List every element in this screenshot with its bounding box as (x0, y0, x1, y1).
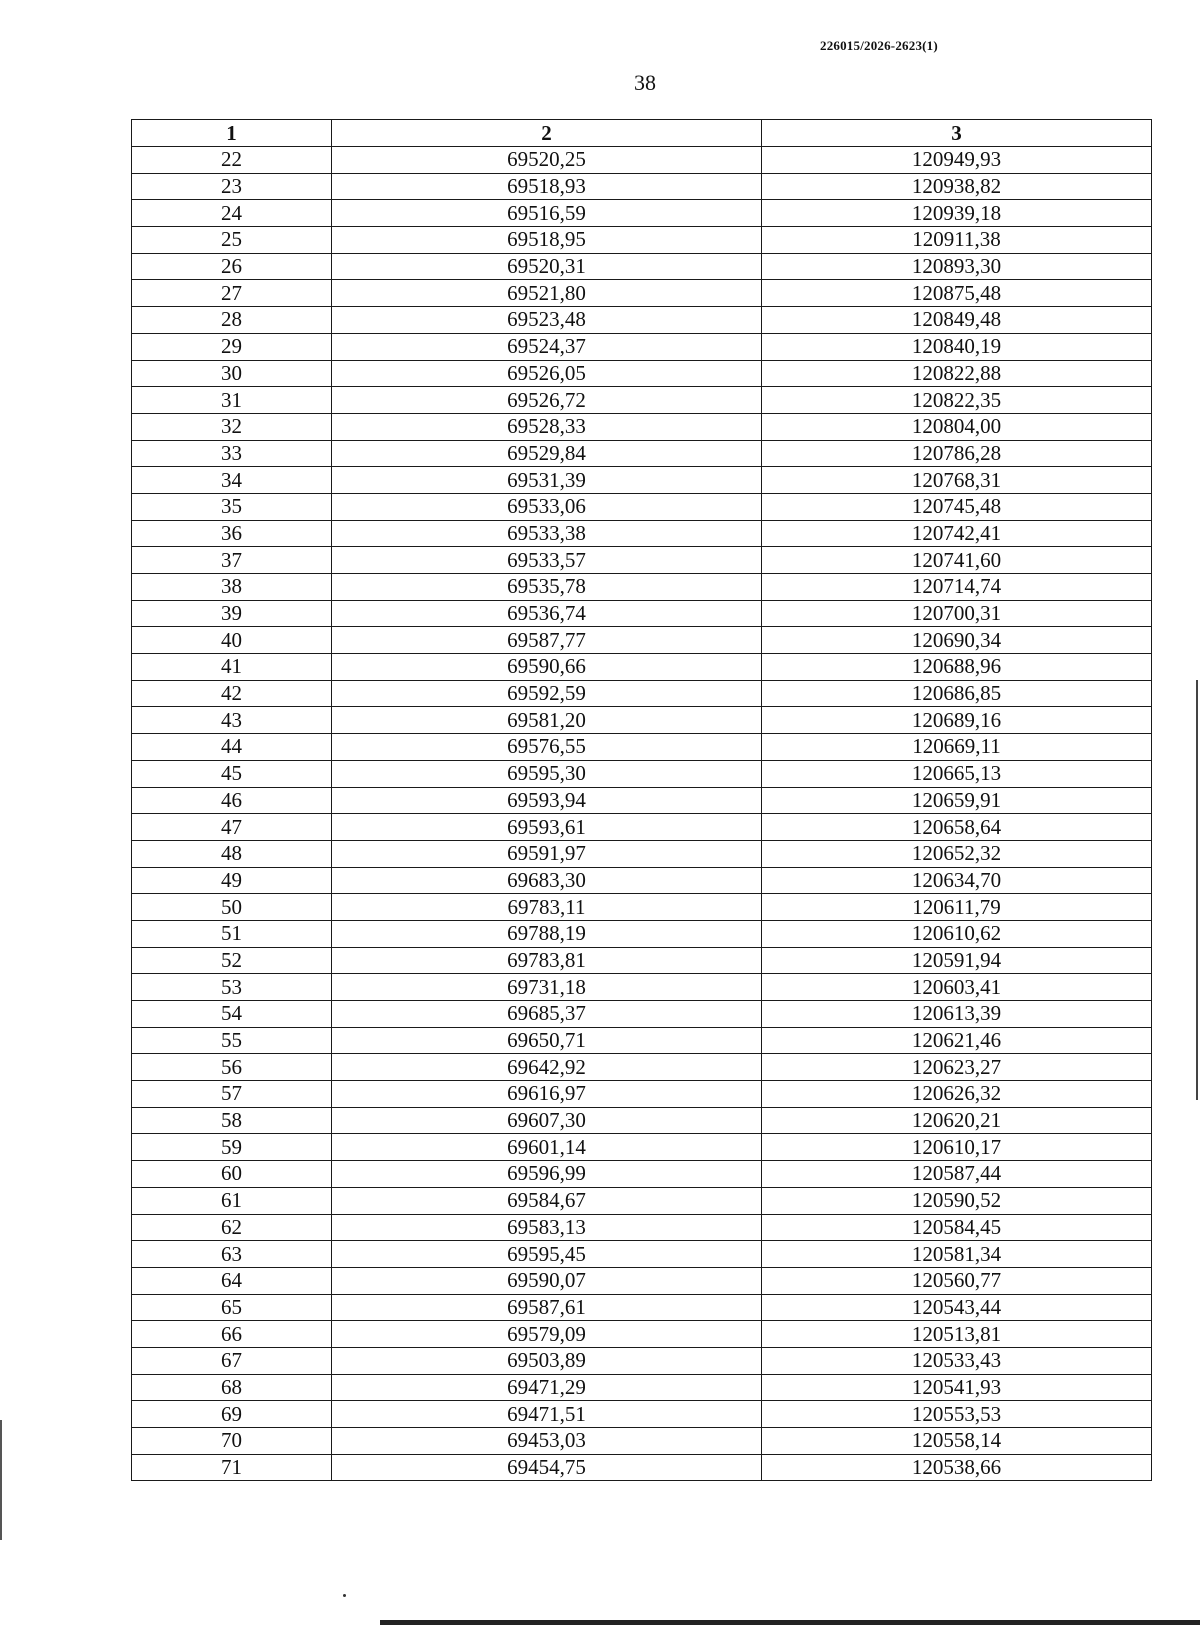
row-number-cell: 24 (132, 200, 332, 227)
x-coordinate-cell: 69526,72 (332, 387, 762, 414)
y-coordinate-cell: 120590,52 (762, 1187, 1152, 1214)
y-coordinate-cell: 120591,94 (762, 947, 1152, 974)
y-coordinate-cell: 120611,79 (762, 894, 1152, 921)
table-row (132, 547, 1152, 574)
row-number-cell: 36 (132, 520, 332, 547)
x-coordinate-cell: 69503,89 (332, 1347, 762, 1374)
y-coordinate-cell: 120688,96 (762, 654, 1152, 681)
table-row (132, 253, 1152, 280)
y-coordinate-cell: 120822,35 (762, 387, 1152, 414)
row-number-cell: 46 (132, 787, 332, 814)
scan-speck (343, 1594, 346, 1597)
table-row (132, 627, 1152, 654)
row-number-cell: 33 (132, 440, 332, 467)
y-coordinate-cell: 120938,82 (762, 173, 1152, 200)
y-coordinate-cell: 120587,44 (762, 1161, 1152, 1188)
y-coordinate-cell: 120893,30 (762, 253, 1152, 280)
row-number-cell: 66 (132, 1321, 332, 1348)
column-header-1: 1 (132, 120, 332, 147)
y-coordinate-cell: 120613,39 (762, 1001, 1152, 1028)
column-header-2: 2 (332, 120, 762, 147)
x-coordinate-cell: 69520,31 (332, 253, 762, 280)
row-number-cell: 40 (132, 627, 332, 654)
table-row (132, 920, 1152, 947)
y-coordinate-cell: 120669,11 (762, 734, 1152, 761)
y-coordinate-cell: 120533,43 (762, 1347, 1152, 1374)
row-number-cell: 26 (132, 253, 332, 280)
x-coordinate-cell: 69596,99 (332, 1161, 762, 1188)
table-row (132, 1134, 1152, 1161)
table-row (132, 360, 1152, 387)
table-row (132, 734, 1152, 761)
y-coordinate-cell: 120911,38 (762, 227, 1152, 254)
y-coordinate-cell: 120620,21 (762, 1107, 1152, 1134)
table-row (132, 280, 1152, 307)
table-row (132, 173, 1152, 200)
x-coordinate-cell: 69518,95 (332, 227, 762, 254)
table-row (132, 227, 1152, 254)
x-coordinate-cell: 69587,77 (332, 627, 762, 654)
y-coordinate-cell: 120700,31 (762, 600, 1152, 627)
table-row (132, 1374, 1152, 1401)
x-coordinate-cell: 69584,67 (332, 1187, 762, 1214)
y-coordinate-cell: 120558,14 (762, 1428, 1152, 1455)
coordinates-table (131, 119, 1152, 1481)
table-row (132, 1454, 1152, 1481)
x-coordinate-cell: 69592,59 (332, 680, 762, 707)
x-coordinate-cell: 69731,18 (332, 974, 762, 1001)
x-coordinate-cell: 69526,05 (332, 360, 762, 387)
row-number-cell: 51 (132, 920, 332, 947)
y-coordinate-cell: 120686,85 (762, 680, 1152, 707)
y-coordinate-cell: 120543,44 (762, 1294, 1152, 1321)
row-number-cell: 65 (132, 1294, 332, 1321)
x-coordinate-cell: 69454,75 (332, 1454, 762, 1481)
row-number-cell: 48 (132, 840, 332, 867)
table-row (132, 1294, 1152, 1321)
y-coordinate-cell: 120626,32 (762, 1081, 1152, 1108)
x-coordinate-cell: 69516,59 (332, 200, 762, 227)
row-number-cell: 27 (132, 280, 332, 307)
y-coordinate-cell: 120689,16 (762, 707, 1152, 734)
row-number-cell: 42 (132, 680, 332, 707)
x-coordinate-cell: 69528,33 (332, 413, 762, 440)
x-coordinate-cell: 69529,84 (332, 440, 762, 467)
row-number-cell: 54 (132, 1001, 332, 1028)
row-number-cell: 23 (132, 173, 332, 200)
table-row (132, 1428, 1152, 1455)
y-coordinate-cell: 120623,27 (762, 1054, 1152, 1081)
row-number-cell: 47 (132, 814, 332, 841)
row-number-cell: 61 (132, 1187, 332, 1214)
table-row (132, 1081, 1152, 1108)
row-number-cell: 28 (132, 307, 332, 334)
table-row (132, 867, 1152, 894)
x-coordinate-cell: 69518,93 (332, 173, 762, 200)
row-number-cell: 30 (132, 360, 332, 387)
row-number-cell: 63 (132, 1241, 332, 1268)
table-row (132, 467, 1152, 494)
table-row (132, 440, 1152, 467)
table-row (132, 413, 1152, 440)
y-coordinate-cell: 120741,60 (762, 547, 1152, 574)
x-coordinate-cell: 69536,74 (332, 600, 762, 627)
y-coordinate-cell: 120634,70 (762, 867, 1152, 894)
row-number-cell: 55 (132, 1027, 332, 1054)
row-number-cell: 71 (132, 1454, 332, 1481)
row-number-cell: 52 (132, 947, 332, 974)
y-coordinate-cell: 120610,17 (762, 1134, 1152, 1161)
table-row (132, 307, 1152, 334)
x-coordinate-cell: 69520,25 (332, 147, 762, 174)
table-row (132, 1161, 1152, 1188)
y-coordinate-cell: 120714,74 (762, 574, 1152, 601)
x-coordinate-cell: 69523,48 (332, 307, 762, 334)
y-coordinate-cell: 120665,13 (762, 760, 1152, 787)
table-row (132, 333, 1152, 360)
y-coordinate-cell: 120840,19 (762, 333, 1152, 360)
row-number-cell: 59 (132, 1134, 332, 1161)
x-coordinate-cell: 69581,20 (332, 707, 762, 734)
x-coordinate-cell: 69531,39 (332, 467, 762, 494)
row-number-cell: 29 (132, 333, 332, 360)
x-coordinate-cell: 69533,06 (332, 493, 762, 520)
x-coordinate-cell: 69593,61 (332, 814, 762, 841)
y-coordinate-cell: 120849,48 (762, 307, 1152, 334)
x-coordinate-cell: 69601,14 (332, 1134, 762, 1161)
table-row (132, 814, 1152, 841)
scan-edge-left (0, 1420, 2, 1540)
table-row (132, 493, 1152, 520)
x-coordinate-cell: 69591,97 (332, 840, 762, 867)
row-number-cell: 38 (132, 574, 332, 601)
y-coordinate-cell: 120804,00 (762, 413, 1152, 440)
row-number-cell: 44 (132, 734, 332, 761)
y-coordinate-cell: 120658,64 (762, 814, 1152, 841)
row-number-cell: 70 (132, 1428, 332, 1455)
x-coordinate-cell: 69607,30 (332, 1107, 762, 1134)
x-coordinate-cell: 69616,97 (332, 1081, 762, 1108)
row-number-cell: 37 (132, 547, 332, 574)
y-coordinate-cell: 120742,41 (762, 520, 1152, 547)
y-coordinate-cell: 120603,41 (762, 974, 1152, 1001)
table-row (132, 654, 1152, 681)
table-row (132, 707, 1152, 734)
x-coordinate-cell: 69471,29 (332, 1374, 762, 1401)
y-coordinate-cell: 120513,81 (762, 1321, 1152, 1348)
x-coordinate-cell: 69453,03 (332, 1428, 762, 1455)
table-row (132, 387, 1152, 414)
row-number-cell: 32 (132, 413, 332, 440)
x-coordinate-cell: 69590,66 (332, 654, 762, 681)
table-row (132, 1321, 1152, 1348)
y-coordinate-cell: 120553,53 (762, 1401, 1152, 1428)
y-coordinate-cell: 120949,93 (762, 147, 1152, 174)
x-coordinate-cell: 69683,30 (332, 867, 762, 894)
table-row (132, 574, 1152, 601)
table-row (132, 894, 1152, 921)
x-coordinate-cell: 69783,81 (332, 947, 762, 974)
y-coordinate-cell: 120581,34 (762, 1241, 1152, 1268)
y-coordinate-cell: 120690,34 (762, 627, 1152, 654)
row-number-cell: 45 (132, 760, 332, 787)
x-coordinate-cell: 69650,71 (332, 1027, 762, 1054)
x-coordinate-cell: 69590,07 (332, 1267, 762, 1294)
y-coordinate-cell: 120584,45 (762, 1214, 1152, 1241)
x-coordinate-cell: 69587,61 (332, 1294, 762, 1321)
coordinates-table-container (131, 119, 1151, 1481)
x-coordinate-cell: 69533,57 (332, 547, 762, 574)
row-number-cell: 53 (132, 974, 332, 1001)
table-row (132, 840, 1152, 867)
x-coordinate-cell: 69535,78 (332, 574, 762, 601)
table-row (132, 147, 1152, 174)
table-row (132, 600, 1152, 627)
row-number-cell: 25 (132, 227, 332, 254)
row-number-cell: 60 (132, 1161, 332, 1188)
y-coordinate-cell: 120659,91 (762, 787, 1152, 814)
table-row (132, 760, 1152, 787)
table-row (132, 974, 1152, 1001)
document-code: 226015/2026-2623(1) (820, 38, 938, 53)
y-coordinate-cell: 120560,77 (762, 1267, 1152, 1294)
table-header-row (132, 120, 1152, 147)
y-coordinate-cell: 120822,88 (762, 360, 1152, 387)
x-coordinate-cell: 69533,38 (332, 520, 762, 547)
x-coordinate-cell: 69524,37 (332, 333, 762, 360)
row-number-cell: 56 (132, 1054, 332, 1081)
table-row (132, 1401, 1152, 1428)
y-coordinate-cell: 120621,46 (762, 1027, 1152, 1054)
y-coordinate-cell: 120538,66 (762, 1454, 1152, 1481)
x-coordinate-cell: 69642,92 (332, 1054, 762, 1081)
table-row (132, 1241, 1152, 1268)
row-number-cell: 22 (132, 147, 332, 174)
table-row (132, 1267, 1152, 1294)
table-row (132, 1107, 1152, 1134)
scan-edge-bottom (380, 1620, 1200, 1625)
row-number-cell: 57 (132, 1081, 332, 1108)
row-number-cell: 31 (132, 387, 332, 414)
table-row (132, 947, 1152, 974)
y-coordinate-cell: 120939,18 (762, 200, 1152, 227)
row-number-cell: 39 (132, 600, 332, 627)
y-coordinate-cell: 120610,62 (762, 920, 1152, 947)
table-body (132, 147, 1152, 1481)
x-coordinate-cell: 69593,94 (332, 787, 762, 814)
y-coordinate-cell: 120786,28 (762, 440, 1152, 467)
row-number-cell: 43 (132, 707, 332, 734)
table-row (132, 200, 1152, 227)
table-row (132, 1214, 1152, 1241)
row-number-cell: 67 (132, 1347, 332, 1374)
table-row (132, 1187, 1152, 1214)
table-row (132, 787, 1152, 814)
y-coordinate-cell: 120652,32 (762, 840, 1152, 867)
scan-edge-right (1196, 680, 1198, 1100)
row-number-cell: 50 (132, 894, 332, 921)
y-coordinate-cell: 120745,48 (762, 493, 1152, 520)
table-row (132, 680, 1152, 707)
x-coordinate-cell: 69783,11 (332, 894, 762, 921)
x-coordinate-cell: 69576,55 (332, 734, 762, 761)
table-row (132, 1347, 1152, 1374)
y-coordinate-cell: 120541,93 (762, 1374, 1152, 1401)
row-number-cell: 69 (132, 1401, 332, 1428)
x-coordinate-cell: 69579,09 (332, 1321, 762, 1348)
x-coordinate-cell: 69595,30 (332, 760, 762, 787)
row-number-cell: 35 (132, 493, 332, 520)
row-number-cell: 34 (132, 467, 332, 494)
row-number-cell: 41 (132, 654, 332, 681)
row-number-cell: 62 (132, 1214, 332, 1241)
x-coordinate-cell: 69788,19 (332, 920, 762, 947)
x-coordinate-cell: 69521,80 (332, 280, 762, 307)
table-row (132, 1054, 1152, 1081)
row-number-cell: 49 (132, 867, 332, 894)
x-coordinate-cell: 69595,45 (332, 1241, 762, 1268)
x-coordinate-cell: 69583,13 (332, 1214, 762, 1241)
table-row (132, 520, 1152, 547)
x-coordinate-cell: 69471,51 (332, 1401, 762, 1428)
y-coordinate-cell: 120875,48 (762, 280, 1152, 307)
y-coordinate-cell: 120768,31 (762, 467, 1152, 494)
page-number: 38 (634, 70, 656, 95)
row-number-cell: 58 (132, 1107, 332, 1134)
table-row (132, 1027, 1152, 1054)
table-row (132, 1001, 1152, 1028)
row-number-cell: 64 (132, 1267, 332, 1294)
x-coordinate-cell: 69685,37 (332, 1001, 762, 1028)
row-number-cell: 68 (132, 1374, 332, 1401)
column-header-3: 3 (762, 120, 1152, 147)
